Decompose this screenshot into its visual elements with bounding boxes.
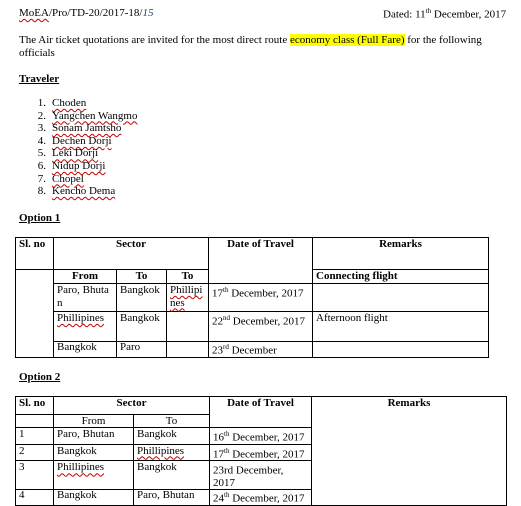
- to-cell: Paro: [117, 342, 167, 358]
- from-cell: Paro, Bhutan: [54, 284, 117, 312]
- table-row: [16, 342, 489, 358]
- ref-prefix: MoEA: [19, 7, 49, 19]
- sl-cell: 4: [16, 489, 54, 505]
- traveler-list: [30, 97, 137, 198]
- to-cell: Bangkok: [117, 284, 167, 312]
- table-row: [16, 238, 489, 270]
- header-date: Date of Travel: [209, 238, 313, 284]
- from-cell: Paro, Bhutan: [54, 428, 134, 445]
- traveler-item: 6. Nidup Dorji: [37, 159, 106, 172]
- traveler-item: 2. Yangchen Wangmo: [37, 109, 138, 122]
- traveler-item: 4. Dechen Dorji: [37, 134, 112, 147]
- to-cell: Bangkok: [134, 428, 210, 445]
- to-cell: Phillipines: [134, 444, 210, 461]
- sl-cell: [16, 270, 54, 358]
- subheader-from: From: [54, 415, 134, 428]
- header-sector: Sector: [54, 238, 209, 270]
- to-cell: [167, 312, 209, 342]
- from-cell: Bangkok: [54, 489, 134, 505]
- to-cell: [167, 342, 209, 358]
- date-cell: 24th December, 2017: [210, 489, 312, 505]
- subheader-from: From: [54, 270, 117, 284]
- table-row: [16, 284, 489, 312]
- table-row: [16, 397, 507, 415]
- sl-cell: 3: [16, 461, 54, 490]
- date-cell: 16th December, 2017: [210, 428, 312, 445]
- subheader-to: To: [167, 270, 209, 284]
- date-rest: December, 2017: [431, 8, 507, 21]
- header-remarks: Remarks: [312, 397, 507, 506]
- traveler-item: 1. Choden: [37, 97, 87, 109]
- from-cell: Phillipines: [54, 312, 117, 342]
- reference-number: [19, 7, 153, 19]
- date-cell: 17th December, 2017: [209, 284, 313, 312]
- sl-cell: 2: [16, 444, 54, 461]
- remarks-cell: Afternoon flight: [313, 312, 489, 342]
- intro-highlight: economy class (Full Fare): [289, 34, 405, 46]
- date-label: Dated: 11: [383, 8, 426, 21]
- intro-paragraph: [19, 34, 509, 60]
- date-cell: 23rd December, 2017: [210, 461, 312, 490]
- traveler-heading: Traveler: [19, 73, 60, 85]
- traveler-item: 7. Chopel: [37, 172, 84, 185]
- ref-number: 15: [142, 7, 154, 19]
- traveler-item: 5. Leki Dorji: [37, 147, 99, 160]
- sl-cell: 1: [16, 428, 54, 445]
- to-cell: Bangkok: [117, 312, 167, 342]
- subheader-to: To: [134, 415, 210, 428]
- ref-rest: /Pro/TD-20/2017-18/: [48, 7, 143, 19]
- date-sup: th: [425, 7, 432, 15]
- to-cell: Bangkok: [134, 461, 210, 490]
- header-sl: Sl. no: [16, 397, 54, 415]
- sl-cell: [16, 415, 54, 428]
- header-date: Date of Travel: [210, 397, 312, 428]
- from-cell: Bangkok: [54, 342, 117, 358]
- header-sector: Sector: [54, 397, 210, 415]
- from-cell: Phillipines: [54, 461, 134, 490]
- option1-table: [15, 237, 489, 358]
- header-sl: Sl. no: [16, 238, 54, 270]
- letter-date: [383, 7, 506, 21]
- traveler-item: 3. Sonam Jamtsho: [37, 122, 122, 135]
- option2-table: [15, 396, 507, 506]
- option2-heading: Option 2: [19, 371, 61, 383]
- option1-heading: Option 1: [19, 212, 61, 224]
- to-cell: Phillipines: [167, 284, 209, 312]
- subheader-to: To: [117, 270, 167, 284]
- date-cell: 22nd December, 2017: [209, 312, 313, 342]
- intro-after: for the following officials: [19, 34, 482, 59]
- table-row: [16, 312, 489, 342]
- to-cell: Paro, Bhutan: [134, 489, 210, 505]
- remarks-cell: [313, 284, 489, 312]
- intro-before: The Air ticket quotations are invited for the most direct route: [19, 34, 290, 46]
- remarks-cell: [313, 342, 489, 358]
- traveler-item: 8. Kencho Dema: [37, 185, 116, 198]
- header-remarks: Remarks: [313, 238, 489, 270]
- from-cell: Bangkok: [54, 444, 134, 461]
- date-cell: 23rd December: [209, 342, 313, 358]
- subheader-remarks: Connecting flight: [313, 270, 489, 284]
- date-cell: 17th December, 2017: [210, 444, 312, 461]
